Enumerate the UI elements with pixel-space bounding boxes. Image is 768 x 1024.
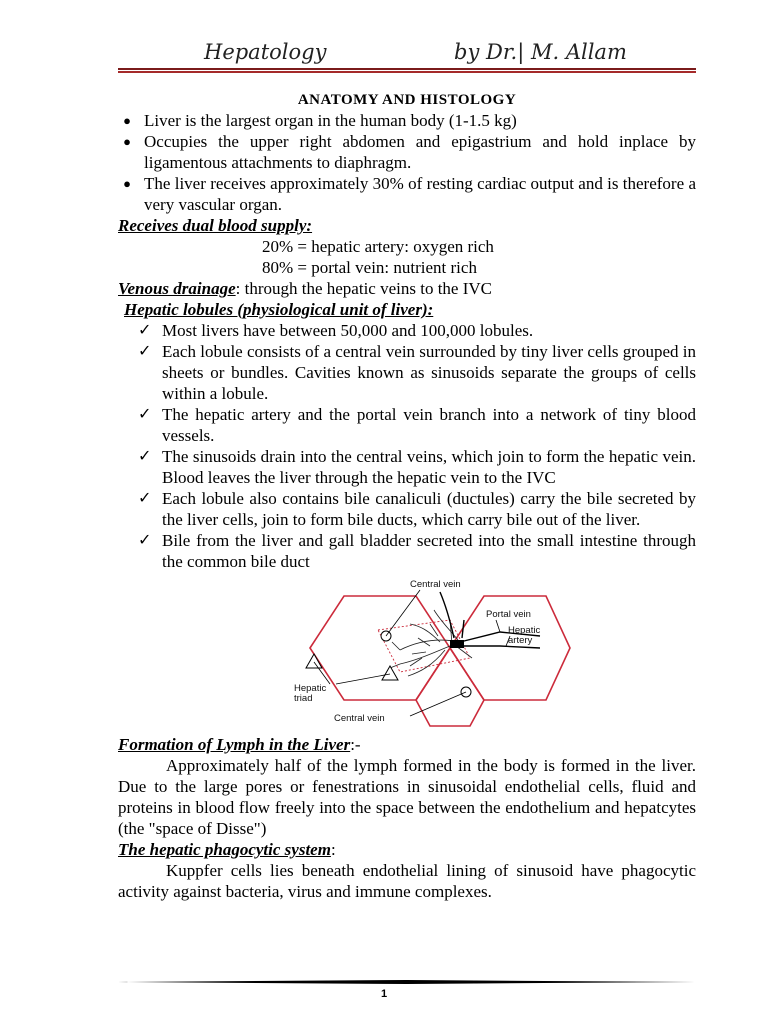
- lymph-heading: Formation of Lymph in the Liver: [118, 735, 351, 754]
- phagocytic-paragraph: Kuppfer cells lies beneath endothelial lining of sinusoid have phagocytic activity against bacteria, virus and immune complexes.: [118, 861, 696, 901]
- left-lobule-outline: [310, 596, 450, 700]
- page-title: ANATOMY AND HISTOLOGY: [297, 92, 517, 108]
- bullet-icon: ●: [123, 176, 131, 191]
- footer-rule: [118, 980, 696, 984]
- phagocytic-heading: The hepatic phagocytic system: [118, 840, 331, 859]
- blood-supply-portal: 80% = portal vein: nutrient rich: [262, 258, 477, 277]
- blood-supply-arterial: 20% = hepatic artery: oxygen rich: [262, 237, 494, 256]
- hepatic-triad-marker-left: [306, 654, 322, 668]
- list-item: ● Liver is the largest organ in the human body (1-1.5 kg): [118, 110, 696, 131]
- list-item: ✓ The hepatic artery and the portal vein branch into a network of tiny blood vessels.: [138, 405, 696, 445]
- portal-triad-marker: [450, 640, 464, 648]
- bullet-icon: ●: [123, 113, 131, 128]
- venous-drainage: [118, 278, 696, 299]
- lymph-paragraph: Approximately half of the lymph formed in the body is formed in the liver. Due to the large pores or fenestrations in sinusoidal endothelial cells, fluid and proteins in blood flow freely into the space between the endothelium and hepatcytes (the "space of Disse"): [118, 756, 696, 838]
- checkmark-icon: ✓: [138, 406, 152, 423]
- hepatic-triad-label: Hepatic triad: [294, 683, 327, 704]
- portal-vein-label: Portal vein: [486, 609, 531, 620]
- page-header: [118, 36, 696, 70]
- central-vein-bottom-label: Central vein: [334, 713, 385, 724]
- checkmark-icon: ✓: [138, 490, 152, 507]
- page-number: 1: [380, 988, 388, 1000]
- hepatic-artery-label: Hepatic artery: [508, 625, 541, 646]
- header-author: by Dr.| M. Allam: [454, 40, 627, 64]
- lobule-diagram: [294, 579, 580, 730]
- hepatic-triad-marker-center: [382, 666, 398, 680]
- intro-bullets: [118, 110, 696, 215]
- lymph-section: [118, 734, 696, 755]
- list-item: ● Occupies the upper right abdomen and epigastrium and hold inplace by ligamentous attachments to diaphragm.: [118, 131, 696, 173]
- bullet-icon: ●: [123, 134, 131, 149]
- header-rule: [118, 68, 696, 70]
- bottom-lobule-outline: [416, 648, 484, 726]
- list-item: ✓ Each lobule consists of a central vein surrounded by tiny liver cells grouped in sheets or bundles. Cavities known as sinusoids separate the groups of cells within a lobule.: [138, 342, 696, 403]
- lobule-diagram-drawing: [300, 580, 580, 730]
- list-item: ✓ Most livers have between 50,000 and 100,000 lobules.: [138, 321, 534, 340]
- page-content: [118, 88, 696, 902]
- lobules-heading: Hepatic lobules (physiological unit of liver):: [124, 300, 434, 319]
- header-subject: Hepatology: [204, 40, 327, 64]
- central-vein-top-label: Central vein: [410, 579, 461, 590]
- checkmark-icon: ✓: [138, 532, 152, 549]
- phagocytic-heading-suffix: :: [330, 840, 336, 859]
- lymph-heading-suffix: :-: [350, 735, 361, 754]
- phagocytic-section: [118, 839, 696, 860]
- checkmark-icon: ✓: [138, 448, 152, 465]
- header-rule-secondary: [118, 71, 696, 73]
- venous-drainage-heading: Venous drainage: [118, 279, 236, 298]
- list-item: ✓ Each lobule also contains bile canaliculi (ductules) carry the bile secreted by the liver cells, join to form bile ducts, which carry bile out of the liver.: [138, 489, 696, 529]
- list-item: ✓ The sinusoids drain into the central veins, which join to form the hepatic vein. Blood leaves the liver through the hepatic vein to the IVC: [138, 447, 696, 487]
- list-item: ✓ Bile from the liver and gall bladder secreted into the small intestine through the common bile duct: [138, 531, 696, 571]
- checkmark-icon: ✓: [138, 343, 152, 360]
- blood-supply-heading: Receives dual blood supply:: [118, 216, 313, 235]
- checkmark-icon: ✓: [138, 322, 152, 339]
- list-item: ● The liver receives approximately 30% of resting cardiac output and is therefore a very vascular organ.: [118, 173, 696, 215]
- lobule-checklist: [118, 320, 696, 572]
- venous-drainage-text: : through the hepatic veins to the IVC: [235, 279, 492, 298]
- label-leaders: [314, 590, 510, 716]
